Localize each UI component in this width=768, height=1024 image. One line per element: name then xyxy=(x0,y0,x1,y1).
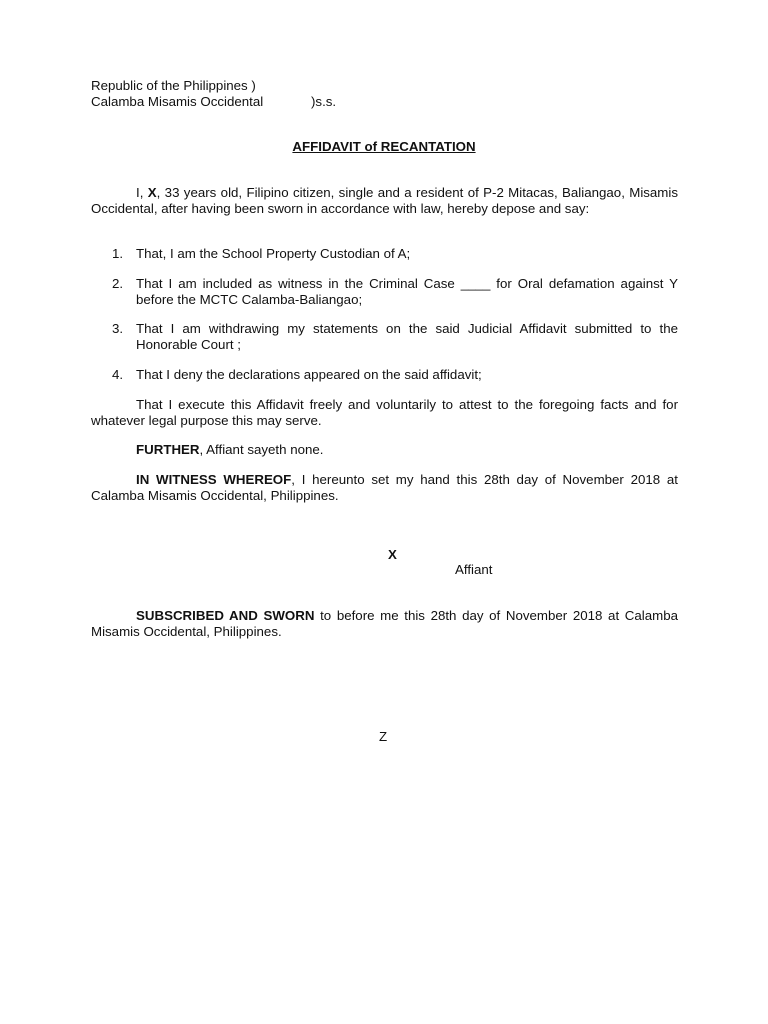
intro-pre: I, xyxy=(136,185,148,200)
subscribed-paragraph xyxy=(91,608,678,639)
further-rest: , Affiant sayeth none. xyxy=(199,442,324,457)
witness-paragraph xyxy=(91,472,678,503)
affiant-signature-name: X xyxy=(388,547,397,562)
header-line-1: Republic of the Philippines ) xyxy=(91,78,256,93)
intro-post: , 33 years old, Filipino citizen, single and a resident of P-2 Mitacas, Baliangao, Misamis Occidental, after having been sworn in accordance with law, hereby depose and say: xyxy=(91,185,678,216)
header-line-2-ss: )s.s. xyxy=(311,94,337,109)
affiant-label: Affiant xyxy=(455,562,493,577)
header-line-2-place: Calamba Misamis Occidental xyxy=(91,94,264,109)
document-title: AFFIDAVIT of RECANTATION xyxy=(292,139,476,154)
list-text: That I am withdrawing my statements on the said Judicial Affidavit submitted to the Honorable Court ; xyxy=(136,321,678,352)
affiant-name-intro: X xyxy=(147,185,157,200)
list-text: That, I am the School Property Custodian of A; xyxy=(136,246,411,261)
subscribed-bold: SUBSCRIBED AND SWORN xyxy=(136,608,315,623)
list-number: 4. xyxy=(112,367,124,382)
list-text: That I am included as witness in the Criminal Case ____ for Oral defamation against Y before the MCTC Calamba-Baliangao; xyxy=(136,276,678,307)
list-text: That I deny the declarations appeared on the said affidavit; xyxy=(136,367,482,382)
list-number: 2. xyxy=(112,276,124,291)
further-bold: FURTHER xyxy=(136,442,200,457)
witness-rest: , I hereunto set my hand this 28th day of November 2018 at Calamba Misamis Occidental, Philippines. xyxy=(91,472,678,503)
notary-name: Z xyxy=(379,729,388,744)
witness-bold: IN WITNESS WHEREOF xyxy=(136,472,292,487)
list-number: 1. xyxy=(112,246,124,261)
subscribed-rest: to before me this 28th day of November 2018 at Calamba Misamis Occidental, Philippines. xyxy=(91,608,678,639)
intro-paragraph xyxy=(91,185,678,216)
further-paragraph xyxy=(136,442,323,458)
execute-paragraph: That I execute this Affidavit freely and voluntarily to attest to the foregoing facts and for whatever legal purpose this may serve. xyxy=(91,397,678,428)
list-number: 3. xyxy=(112,321,124,336)
